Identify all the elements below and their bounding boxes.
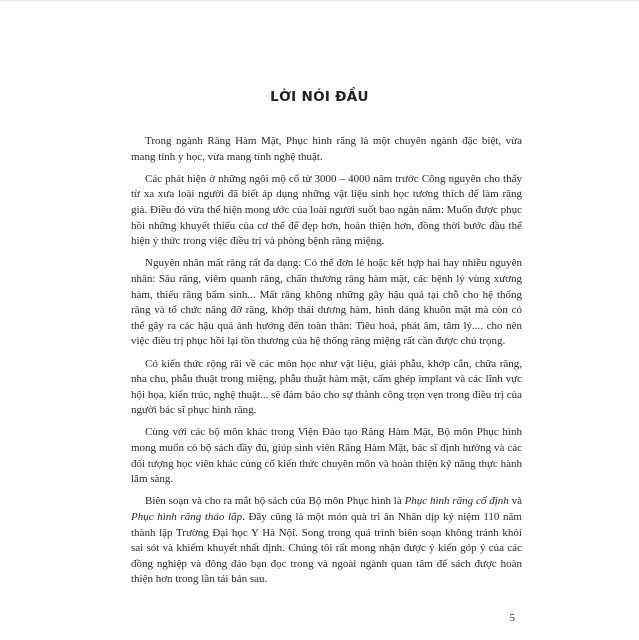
preface-body [131,134,522,595]
paragraph-1: Trong ngành Răng Hàm Mặt, Phục hình răng là một chuyên ngành đặc biệt, vừa mang tính y học, vừa mang tính nghệ thuật. [131,135,522,163]
paragraph-4: Có kiến thức rộng rãi về các môn học như vật liệu, giải phẫu, khớp cắn, chữa răng, nha chu, phẫu thuật trong miệng, phẫu thuật hàm mặt, cấm ghép implant và các lĩnh vực hội họa, kiến trúc, nghệ thuật... sẽ đảm bảo cho sự thành công trọn vẹn trong điều trị của người bác sĩ phục hình răng. [131,357,522,417]
paragraph-2: Các phát hiện ở những ngôi mộ cổ từ 3000 – 4000 năm trước Công nguyên cho thấy từ xa xưa loài người đã biết áp dụng những vật liệu sinh học tương thích để làm răng giả. Điều đó vừa thể hiện mong ước của loài người suốt bao ngàn năm: Muốn được phục hồi những khuyết thiếu của cơ thể để đẹp hơn, hoàn thiện hơn, đồng thời bước đầu thể hiện ý thức trong việc điều trị và phòng bệnh răng miệng. [131,172,522,248]
paragraph-6 [131,494,522,588]
book-title-fixed-prosthodontics: Phục hình răng cố định [404,495,509,508]
paragraph-6-part-3: . Đây cũng là một món quà tri ân Nhân dịp kỷ niệm 110 năm thành lập Trường Đại học Y Hà Nội. Song trong quá trình biên soạn không tránh khỏi sai sót và khiếm khuyết nhất định. Chúng tôi rất mong nhận được ý kiến góp ý của các đồng nghiệp và đông đảo bạn đọc trong và ngoài ngành quan tâm để sách được hoàn thiện hơn trong lần tái bản sau. [131,511,522,586]
paragraph-3: Nguyên nhân mất răng rất đa dạng: Có thể đơn lẻ hoặc kết hợp hai hay nhiều nguyên nhân: Sâu răng, viêm quanh răng, chấn thương răng hàm mặt, các bệnh lý vùng xương hàm, thiếu răng bẩm sinh... Mất răng không những gây hậu quả tại chỗ cho hệ thống răng và tổ chức nâng đỡ răng, khớp thái dương hàm, hình dáng khuôn mặt mà còn có thể gây ra các hậu quả ảnh hưởng đến toàn thân: Tiêu hoá, phát âm, tâm lý.... cho nên việc điều trị phục hồi lại tồn thương của hệ thống răng miệng rất cần được chú trọng. [131,257,522,348]
paragraph-6-part-2: và [508,495,522,508]
book-title-removable-prosthodontics: Phục hình răng tháo lắp [131,511,243,524]
paragraph-6-part-1: Biên soạn và cho ra mắt bộ sách của Bộ môn Phục hình là [145,495,405,508]
page-number: 5 [509,612,515,624]
page-title: LỜI NÓI ĐẦU [270,89,369,105]
paragraph-5: Cùng với các bộ môn khác trong Viện Đào tạo Răng Hàm Mặt, Bộ môn Phục hình mong muốn có bộ sách đầy đủ, giúp sinh viên Răng Hàm Mặt, bác sĩ định hướng và các đối tượng học viên khác củng cố kiến thức chuyên môn và hoàn thiện kỹ năng thực hành lâm sàng. [131,426,522,486]
